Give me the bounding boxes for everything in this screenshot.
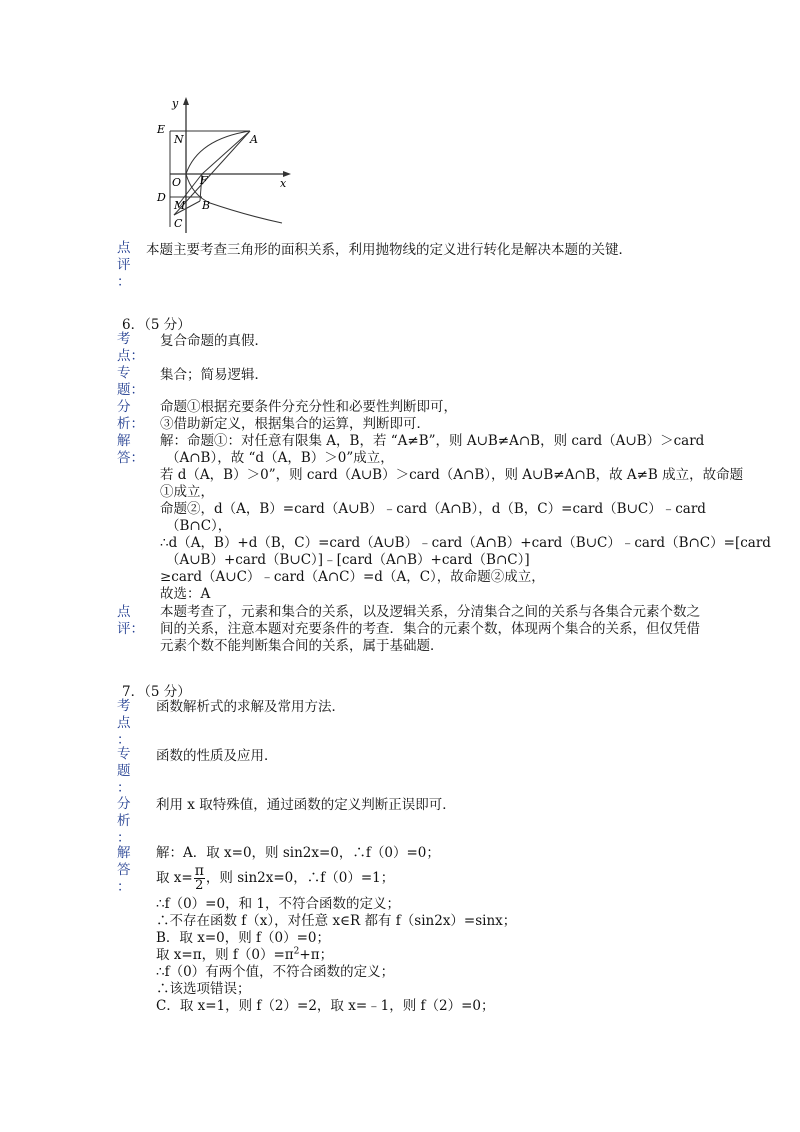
q6-jieda-line-3: 若 d（A，B）＞0”，则 card（A∪B）＞card（A∩B），则 A∪B≠A∩B，故 A≠B 成立，故命题	[160, 467, 744, 483]
q6-zhuanti-label	[117, 365, 144, 399]
q6-jieda-line-6: （B∩C），	[166, 518, 232, 534]
q6-jieda-line-2: （A∩B），故 “d（A，B）＞0”成立，	[166, 450, 394, 466]
q6-dianping-label	[117, 604, 144, 638]
q7-header: 7．（5 分）	[122, 684, 191, 700]
q7-jieda-line-2b: ，则 sin2x=0，∴f（0）=1；	[205, 870, 395, 886]
q7-jieda-line-4: ∴不存在函数 f（x），对任意 x∈R 都有 f（sin2x）=sinx；	[156, 913, 517, 929]
q7-fenxi: 利用 x 取特殊值，通过函数的定义判断正误即可．	[156, 797, 456, 813]
q7-jieda-line-2	[156, 864, 516, 892]
label-E: E	[157, 123, 166, 136]
q7-zhuanti: 函数的性质及应用．	[156, 748, 278, 764]
q5-comment-label	[117, 240, 131, 291]
label-y: y	[172, 97, 179, 110]
q6-header: 6．（5 分）	[122, 317, 191, 333]
q7-jieda-label-2: 答	[117, 862, 131, 878]
q7-jieda-line-1: 解：A．取 x=0，则 sin2x=0，∴f（0）=0；	[156, 845, 440, 861]
q7-zhuanti-label-2: 题	[117, 763, 131, 779]
q6-fenxi-label-2: 析：	[117, 416, 144, 432]
line-AF	[202, 131, 250, 174]
q6-fenxi-line-1: 命题①根据充要条件分充分性和必要性判断即可，	[160, 399, 457, 415]
q6-jieda-line-7: ∴d（A，B）+d（B，C）=card（A∪B）﹣card（A∩B）+card（B∪C）﹣card（B∩C）=[card	[160, 535, 771, 551]
q7-zhuanti-label-1: 专	[117, 746, 131, 762]
q7-kaodian-label-2: 点	[117, 715, 131, 731]
q5-comment-label-2: 评	[117, 257, 131, 273]
q6-jieda-line-10: 故选：A	[160, 586, 211, 602]
q7-zhuanti-label-3: ：	[117, 780, 131, 796]
q7-jieda-line-6a: 取 x=π，则 f（0）=π	[156, 947, 294, 963]
q7-jieda-label-3: ：	[117, 879, 131, 895]
q6-jieda-line-5: 命题②，d（A，B）=card（A∪B）﹣card（A∩B），d（B，C）=card（B∪C）﹣card	[160, 501, 706, 517]
q7-jieda-line-6	[156, 947, 516, 964]
q6-jieda-label-2: 答：	[117, 450, 144, 466]
pi-squared-exponent: 2	[293, 946, 300, 957]
q7-kaodian-label-3: ：	[117, 732, 131, 748]
q7-jieda-label-1: 解	[117, 845, 131, 861]
q7-kaodian-label	[117, 698, 131, 749]
q6-kaodian-label-2: 点：	[117, 348, 144, 364]
q6-dianping-line-2: 间的关系，注意本题对充要条件的考查．集合的元素个数，体现两个集合的关系，但仅凭借	[160, 621, 700, 637]
q6-zhuanti-label-1: 专	[117, 365, 131, 381]
q6-jieda-label-1: 解	[117, 433, 131, 449]
q7-fenxi-label-1: 分	[117, 796, 131, 812]
q7-fenxi-label-3: ：	[117, 830, 131, 846]
q7-jieda-line-6b: +π；	[299, 947, 334, 963]
q7-jieda-label	[117, 845, 131, 896]
q6-fenxi-label	[117, 399, 144, 433]
label-N: N	[174, 133, 184, 146]
q6-dianping-label-2: 评：	[117, 621, 144, 637]
q6-jieda	[160, 433, 771, 603]
label-B: B	[202, 199, 211, 212]
label-F: F	[200, 174, 208, 187]
label-O: O	[172, 176, 182, 189]
q6-jieda-line-8: （A∪B）+card（B∪C）]﹣[card（A∩B）+card（B∩C）]	[166, 552, 530, 568]
q5-comment-label-3: ：	[117, 274, 131, 290]
fraction-numerator: π	[194, 863, 204, 879]
q7-fenxi-label	[117, 796, 131, 847]
q6-zhuanti-label-2: 题：	[117, 382, 144, 398]
y-axis-arrow	[183, 97, 189, 105]
label-M: M	[174, 199, 186, 212]
q5-comment-label-1: 点	[117, 240, 131, 256]
label-A: A	[250, 133, 258, 146]
q6-kaodian-label-1: 考	[117, 331, 131, 347]
q7-jieda-line-3: ∴f（0）=0，和 1，不符合函数的定义；	[156, 896, 400, 912]
q7-kaodian: 函数解析式的求解及常用方法．	[156, 699, 345, 715]
q7-jieda-line-7: ∴f（0）有两个值，不符合函数的定义；	[156, 964, 395, 980]
q6-dianping-line-3: 元素个数不能判断集合间的关系，属于基础题．	[160, 638, 444, 654]
q5-comment: 本题主要考查三角形的面积关系，利用抛物线的定义进行转化是解决本题的关键．	[146, 242, 632, 258]
parabola-figure	[150, 95, 300, 235]
label-D: D	[157, 191, 166, 204]
q7-jieda-line-9: C．取 x=1，则 f（2）=2，取 x=﹣1，则 f（2）=0；	[156, 998, 495, 1014]
q6-dianping-label-1: 点	[117, 604, 131, 620]
q7-fenxi-label-2: 析	[117, 813, 131, 829]
q6-kaodian: 复合命题的真假．	[160, 333, 268, 349]
q7-jieda	[156, 845, 516, 1015]
q6-dianping-line-1: 本题考查了，元素和集合的关系，以及逻辑关系，分清集合之间的关系与各集合元素个数之	[160, 604, 700, 620]
q7-jieda-line-2a: 取 x=	[156, 870, 193, 886]
q6-dianping	[160, 604, 700, 655]
q6-jieda-line-4: ①成立，	[160, 484, 214, 500]
q7-jieda-line-8: ∴该选项错误；	[156, 981, 251, 997]
pi-over-2-fraction	[194, 865, 205, 892]
q7-zhuanti-label	[117, 746, 131, 797]
q6-jieda-line-9: ≥card（A∪C）﹣card（A∩C）=d（A，C），故命题②成立，	[160, 569, 545, 585]
q6-fenxi-label-1: 分	[117, 399, 131, 415]
q7-jieda-line-5: B．取 x=0，则 f（0）=0；	[156, 930, 331, 946]
q7-kaodian-label-1: 考	[117, 698, 131, 714]
q6-fenxi-line-2: ③借助新定义，根据集合的运算，判断即可．	[160, 416, 430, 432]
q6-zhuanti: 集合；简易逻辑．	[160, 367, 268, 383]
label-C: C	[174, 217, 183, 230]
q6-jieda-label	[117, 433, 144, 467]
fraction-denominator: 2	[195, 878, 204, 893]
q6-fenxi	[160, 399, 457, 433]
label-x: x	[280, 177, 287, 190]
q6-jieda-line-1: 解：命题①：对任意有限集 A，B，若 “A≠B”，则 A∪B≠A∩B，则 card（A∪B）＞card	[160, 433, 705, 449]
q6-kaodian-label	[117, 331, 144, 365]
